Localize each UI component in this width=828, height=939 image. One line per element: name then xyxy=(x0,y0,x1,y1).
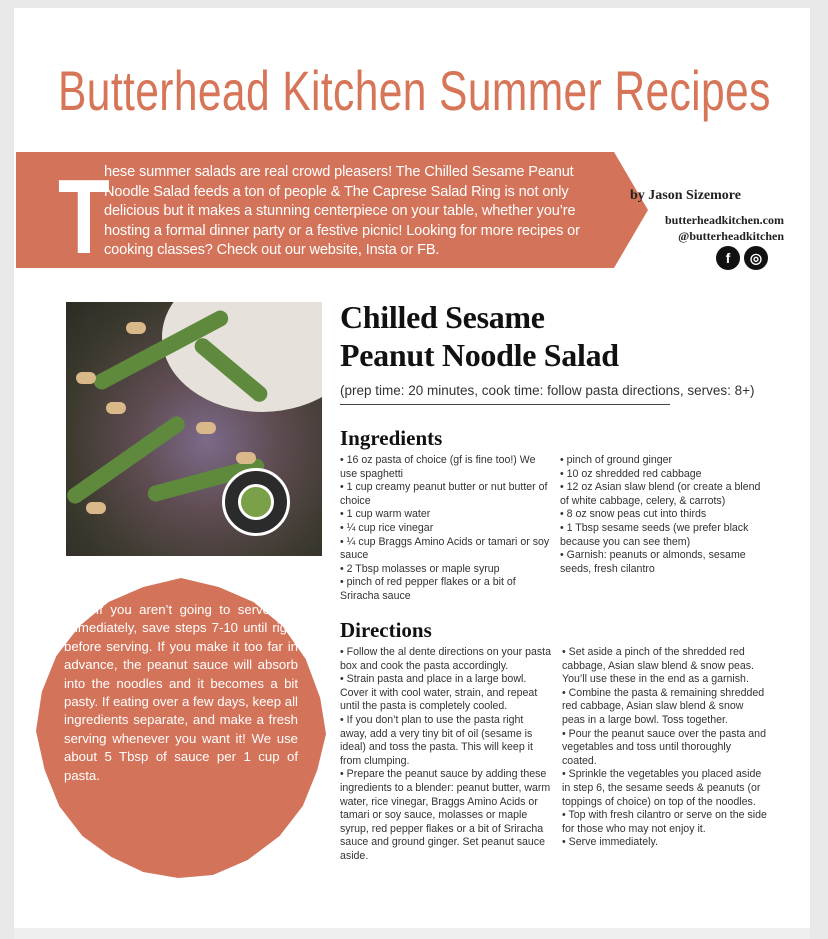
direction-step: • Prepare the peanut sauce by adding these ingredients to a blender: peanut butter, warm water, rice vinegar, Braggs Amino Acids or tamari or soy sauce, molasses or maple syrup, red pepper flakes or a bit of Sriracha sauce and ground ginger. Set peanut sauce aside. xyxy=(340,768,552,863)
ingredients-list-2 xyxy=(560,454,770,576)
direction-step: • Follow the al dente directions on your pasta box and cook the pasta accordingly. xyxy=(340,646,552,673)
ingredient-item: • ¼ cup Braggs Amino Acids or tamari or soy sauce xyxy=(340,536,554,563)
ingredients-list-1 xyxy=(340,454,554,604)
dog-logo-icon xyxy=(238,484,274,520)
recipe-meta: (prep time: 20 minutes, cook time: follow pasta directions, serves: 8+) xyxy=(340,383,755,398)
peanut xyxy=(86,502,106,514)
ingredient-item: • pinch of red pepper flakes or a bit of Sriracha sauce xyxy=(340,576,554,603)
peanut xyxy=(76,372,96,384)
directions-list-1 xyxy=(340,646,552,864)
ingredient-item: • 8 oz snow peas cut into thirds xyxy=(560,508,770,522)
divider xyxy=(340,404,670,405)
ingredient-item: • 2 Tbsp molasses or maple syrup xyxy=(340,563,554,577)
instagram-icon[interactable]: ◎ xyxy=(744,246,768,270)
recipe-title xyxy=(340,298,619,374)
ingredient-item: • ¼ cup rice vinegar xyxy=(340,522,554,536)
recipe-title-line2: Peanut Noodle Salad xyxy=(340,337,619,373)
ingredient-item: • 1 cup creamy peanut butter or nut butter of choice xyxy=(340,481,554,508)
social-icons xyxy=(716,246,768,270)
directions-heading: Directions xyxy=(340,618,432,642)
tip-body: : If you aren’t going to serve this immediately, save steps 7-10 until right before serving. If you make it too far in advance, the peanut sauce will absorb into the noodles and it becomes a bit pasty. If eating over a few days, keep all ingredients separate, and make a fresh serving whenever you want it! We use about 5 Tbsp of sauce per 1 cup of pasta. xyxy=(64,602,298,783)
ingredient-item: • Garnish: peanuts or almonds, sesame seeds, fresh cilantro xyxy=(560,549,770,576)
ingredient-item: • pinch of ground ginger xyxy=(560,454,770,468)
direction-step: • Strain pasta and place in a large bowl. Cover it with cool water, strain, and repeat until the pasta is completely cooled. xyxy=(340,673,552,714)
direction-step: • Set aside a pinch of the shredded red cabbage, Asian slaw blend & snow peas. You’ll use these in the end as a garnish. xyxy=(562,646,768,687)
intro-dropcap: T xyxy=(58,158,110,276)
author-byline: by Jason Sizemore xyxy=(630,188,741,203)
ingredient-item: • 1 cup warm water xyxy=(340,508,554,522)
ingredient-item: • 1 Tbsp sesame seeds (we prefer black because you can see them) xyxy=(560,522,770,549)
direction-step: • Top with fresh cilantro or serve on the side for those who may not enjoy it. xyxy=(562,809,768,836)
bowl-rim xyxy=(162,302,322,412)
tip-text xyxy=(64,601,298,785)
direction-step: • Serve immediately. xyxy=(562,836,768,850)
ingredients-heading: Ingredients xyxy=(340,426,443,450)
intro-text: hese summer salads are real crowd pleasers! The Chilled Sesame Peanut Noodle Salad feeds a ton of people & The Caprese Salad Ring is not only delicious but it makes a stunning centerpiece on your table, whether you’re hosting a formal dinner party or a festive picnic! Looking for more recipes or cooking classes? Check out our website, Insta or FB. xyxy=(104,164,580,259)
direction-step: • Pour the peanut sauce over the pasta and vegetables and toss until thoroughly coated. xyxy=(562,728,768,769)
peanut xyxy=(106,402,126,414)
direction-step: • Combine the pasta & remaining shredded red cabbage, Asian slaw blend & snow peas in a large bowl. Toss together. xyxy=(562,687,768,728)
author-links xyxy=(665,212,784,244)
peanut xyxy=(236,452,256,464)
peanut xyxy=(196,422,216,434)
direction-step: • If you don’t plan to use the pasta right away, add a very tiny bit of oil (sesame is ideal) and toss the pasta. This will keep it from clumping. xyxy=(340,714,552,768)
direction-step: • Sprinkle the vegetables you placed aside in step 6, the sesame seeds & peanuts (or toppings of choice) on top of the noodles. xyxy=(562,768,768,809)
ingredient-item: • 10 oz shredded red cabbage xyxy=(560,468,770,482)
page-title: Butterhead Kitchen Summer Recipes xyxy=(58,59,771,122)
page-bottom-edge xyxy=(14,928,810,939)
tip-label: TIP xyxy=(64,602,85,617)
website-link[interactable]: butterheadkitchen.com xyxy=(665,213,784,227)
ingredient-item: • 16 oz pasta of choice (gf is fine too!) We use spaghetti xyxy=(340,454,554,481)
directions-list-2 xyxy=(562,646,768,850)
facebook-icon[interactable]: f xyxy=(716,246,740,270)
ingredient-item: • 12 oz Asian slaw blend (or create a blend of white cabbage, celery, & carrots) xyxy=(560,481,770,508)
butterhead-kitchen-logo xyxy=(222,468,290,536)
recipe-title-line1: Chilled Sesame xyxy=(340,299,545,335)
peanut xyxy=(126,322,146,334)
instagram-handle[interactable]: @butterheadkitchen xyxy=(678,229,784,243)
